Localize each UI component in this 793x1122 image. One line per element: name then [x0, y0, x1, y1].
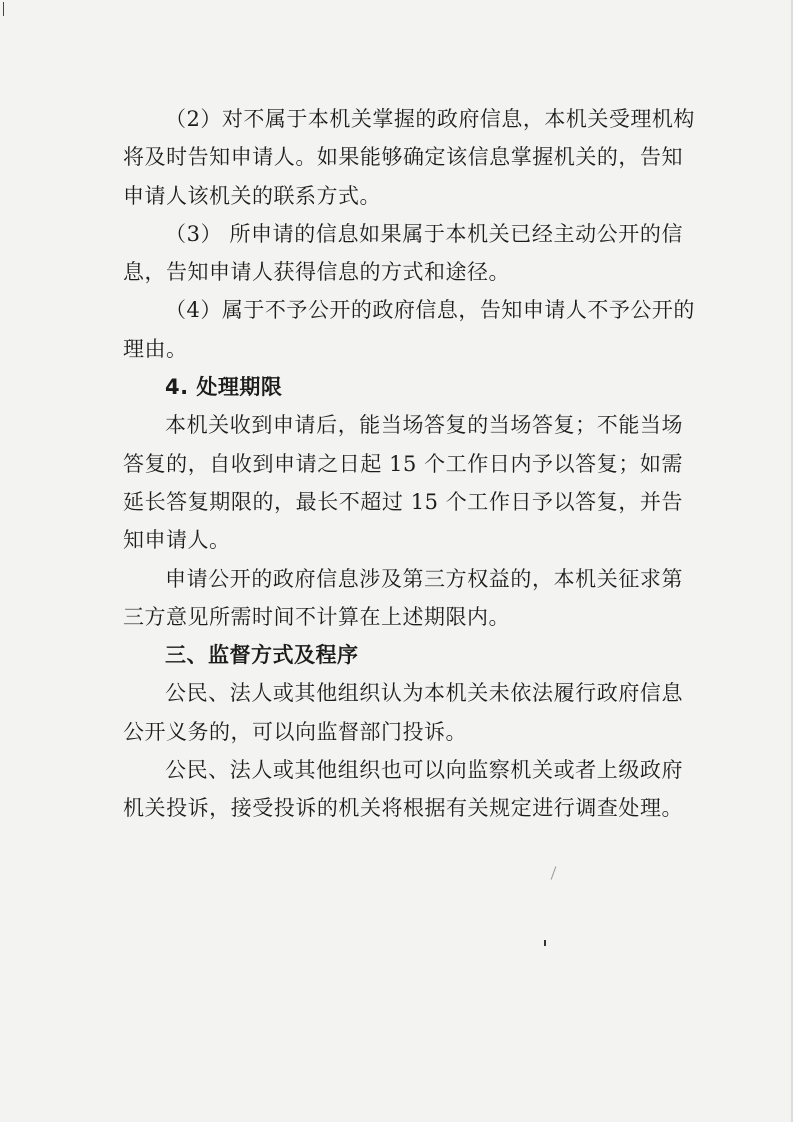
paragraph-line: 将及时告知申请人。如果能够确定该信息掌握机关的，告知	[123, 145, 683, 170]
paragraph-line: 申请公开的政府信息涉及第三方权益的，本机关征求第	[165, 566, 683, 591]
paragraph-line: （3） 所申请的信息如果属于本机关已经主动公开的信	[165, 221, 683, 246]
paragraph-line: 三方意见所需时间不计算在上述期限内。	[123, 604, 510, 629]
scan-edge-mark	[3, 2, 4, 16]
paragraph-line: 息，告知申请人获得信息的方式和途径。	[123, 260, 510, 285]
scan-speck	[544, 940, 546, 946]
paragraph-line: 公开义务的，可以向监督部门投诉。	[123, 719, 467, 744]
paragraph-line: （2）对不属于本机关掌握的政府信息，本机关受理机构	[165, 107, 695, 131]
document-body	[123, 100, 695, 828]
section-heading: 4. 处理期限	[165, 375, 283, 400]
paragraph-line: 公民、法人或其他组织也可以向监察机关或者上级政府	[165, 758, 683, 783]
scan-speck	[551, 866, 557, 879]
section-heading: 三、监督方式及程序	[165, 643, 359, 668]
paragraph-line: 申请人该机关的联系方式。	[123, 183, 381, 208]
paragraph-line: 延长答复期限的，最长不超过 15 个工作日予以答复，并告	[123, 489, 683, 514]
paragraph-line: 知申请人。	[123, 528, 231, 553]
paragraph-line: 本机关收到申请后，能当场答复的当场答复；不能当场	[165, 413, 683, 438]
paragraph-line: 理由。	[123, 336, 188, 361]
paragraph-line: 答复的，自收到申请之日起 15 个工作日内予以答复；如需	[123, 451, 683, 476]
paragraph-line: （4）属于不予公开的政府信息，告知申请人不予公开的	[165, 298, 695, 323]
paragraph-line: 公民、法人或其他组织认为本机关未依法履行政府信息	[165, 681, 683, 706]
paragraph-line: 机关投诉，接受投诉的机关将根据有关规定进行调查处理。	[123, 796, 683, 821]
